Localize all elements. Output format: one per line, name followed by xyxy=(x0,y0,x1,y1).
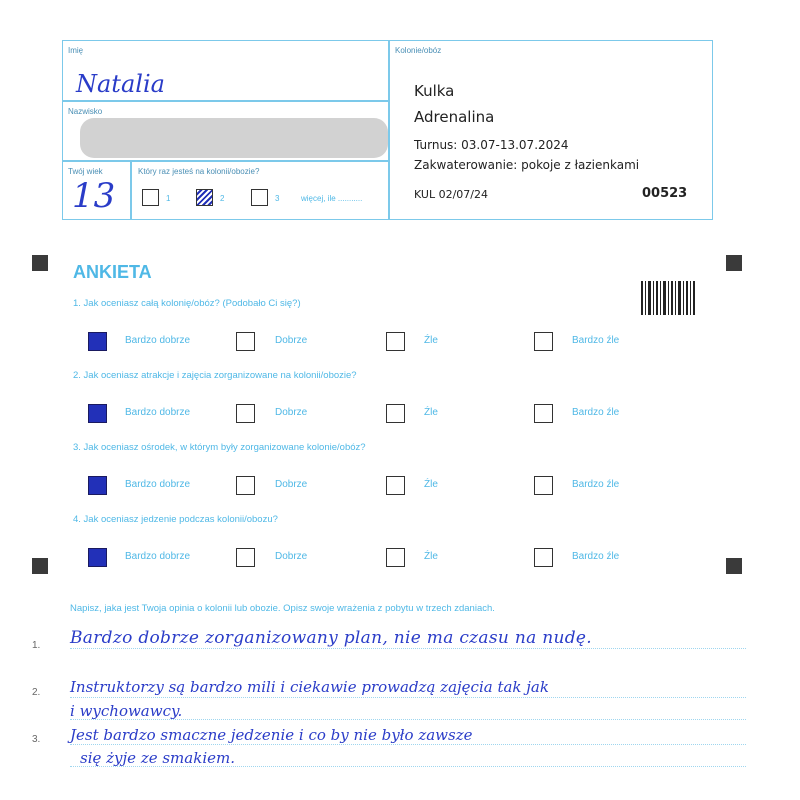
camp-name-1: Kulka xyxy=(414,82,455,100)
q3-checkbox-1[interactable] xyxy=(88,476,107,495)
q2-option-label-3: Źle xyxy=(424,407,438,418)
opinion-number-1: 1. xyxy=(32,640,41,651)
q2-checkbox-1[interactable] xyxy=(88,404,107,423)
surname-box-bottom-line xyxy=(62,160,388,162)
opinion-prompt: Napisz, jaka jest Twoja opinia o kolonii lub obozie. Opisz swoje wrażenia z pobytu w trzech zdaniach. xyxy=(70,603,495,614)
camp-name-2: Adrenalina xyxy=(414,108,495,126)
name-value[interactable]: Natalia xyxy=(76,70,165,98)
question-3: 3. Jak oceniasz ośrodek, w którym były zorganizowane kolonie/obóz? xyxy=(73,442,366,453)
opinion-line-2-rule xyxy=(70,697,746,698)
q1-checkbox-2[interactable] xyxy=(236,332,255,351)
q4-checkbox-3[interactable] xyxy=(386,548,405,567)
q4-checkbox-1[interactable] xyxy=(88,548,107,567)
opinion-line-3b[interactable]: się żyje ze smakiem. xyxy=(80,749,235,767)
q1-option-label-3: Źle xyxy=(424,335,438,346)
q2-option-label-1: Bardzo dobrze xyxy=(125,407,191,418)
header-divider-vertical xyxy=(388,40,390,220)
q3-option-label-4: Bardzo źle xyxy=(572,479,620,490)
survey-title: ANKIETA xyxy=(73,262,152,282)
q3-option-label-3: Źle xyxy=(424,479,438,490)
q3-checkbox-2[interactable] xyxy=(236,476,255,495)
times-checkbox-1[interactable] xyxy=(142,189,159,206)
age-box-divider xyxy=(130,160,132,220)
q2-option-label-4: Bardzo źle xyxy=(572,407,620,418)
name-label: Imię xyxy=(68,46,84,55)
q4-option-label-2: Dobrze xyxy=(275,551,308,562)
camp-label: Kolonie/obóz xyxy=(395,46,442,55)
registration-marker-top-left xyxy=(32,255,48,271)
times-label: Który raz jesteś na kolonii/obozie? xyxy=(138,167,260,176)
q2-checkbox-2[interactable] xyxy=(236,404,255,423)
q2-checkbox-3[interactable] xyxy=(386,404,405,423)
opinion-line-2[interactable]: Instruktorzy są bardzo mili i ciekawie prowadzą zajęcia tak jak xyxy=(70,678,549,696)
opinion-line-1-rule xyxy=(70,648,746,649)
registration-marker-top-right xyxy=(726,255,742,271)
q2-option-label-2: Dobrze xyxy=(275,407,308,418)
age-label: Twój wiek xyxy=(68,167,103,176)
opinion-line-3[interactable]: Jest bardzo smaczne jedzenie i co by nie było zawsze xyxy=(70,726,473,744)
q3-checkbox-4[interactable] xyxy=(534,476,553,495)
q3-option-label-1: Bardzo dobrze xyxy=(125,479,191,490)
question-1: 1. Jak oceniasz całą kolonię/obóz? (Podobało Ci się?) xyxy=(73,298,301,309)
opinion-line-3-rule xyxy=(70,744,746,745)
opinion-number-3: 3. xyxy=(32,734,41,745)
name-box-bottom-line xyxy=(62,100,388,102)
question-2: 2. Jak oceniasz atrakcje i zajęcia zorganizowane na kolonii/obozie? xyxy=(73,370,357,381)
times-option-2: 2 xyxy=(220,194,225,203)
times-option-more: więcej, ile ........... xyxy=(301,194,363,203)
q1-checkbox-3[interactable] xyxy=(386,332,405,351)
q4-option-label-1: Bardzo dobrze xyxy=(125,551,191,562)
q1-checkbox-1[interactable] xyxy=(88,332,107,351)
q4-checkbox-2[interactable] xyxy=(236,548,255,567)
q1-checkbox-4[interactable] xyxy=(534,332,553,351)
q1-option-label-2: Dobrze xyxy=(275,335,308,346)
times-option-1: 1 xyxy=(166,194,171,203)
surname-redaction xyxy=(80,118,388,158)
age-value[interactable]: 13 xyxy=(72,176,116,216)
q3-checkbox-3[interactable] xyxy=(386,476,405,495)
q4-option-label-4: Bardzo źle xyxy=(572,551,620,562)
q4-option-label-3: Źle xyxy=(424,551,438,562)
surname-label: Nazwisko xyxy=(68,107,103,116)
q3-option-label-2: Dobrze xyxy=(275,479,308,490)
question-4: 4. Jak oceniasz jedzenie podczas kolonii/obozu? xyxy=(73,514,278,525)
camp-code: KUL 02/07/24 xyxy=(414,188,488,201)
opinion-line-2b[interactable]: i wychowawcy. xyxy=(70,702,183,720)
form-number: 00523 xyxy=(642,186,688,201)
times-checkbox-2[interactable] xyxy=(196,189,213,206)
times-checkbox-3[interactable] xyxy=(251,189,268,206)
opinion-number-2: 2. xyxy=(32,687,41,698)
registration-marker-bottom-right xyxy=(726,558,742,574)
registration-marker-bottom-left xyxy=(32,558,48,574)
accommodation: Zakwaterowanie: pokoje z łazienkami xyxy=(414,158,640,172)
q1-option-label-4: Bardzo źle xyxy=(572,335,620,346)
times-option-3: 3 xyxy=(275,194,280,203)
barcode-icon xyxy=(641,281,695,315)
turnus: Turnus: 03.07-13.07.2024 xyxy=(414,138,569,152)
opinion-line-1[interactable]: Bardzo dobrze zorganizowany plan, nie ma czasu na nudę. xyxy=(70,628,592,648)
q4-checkbox-4[interactable] xyxy=(534,548,553,567)
q1-option-label-1: Bardzo dobrze xyxy=(125,335,191,346)
q2-checkbox-4[interactable] xyxy=(534,404,553,423)
